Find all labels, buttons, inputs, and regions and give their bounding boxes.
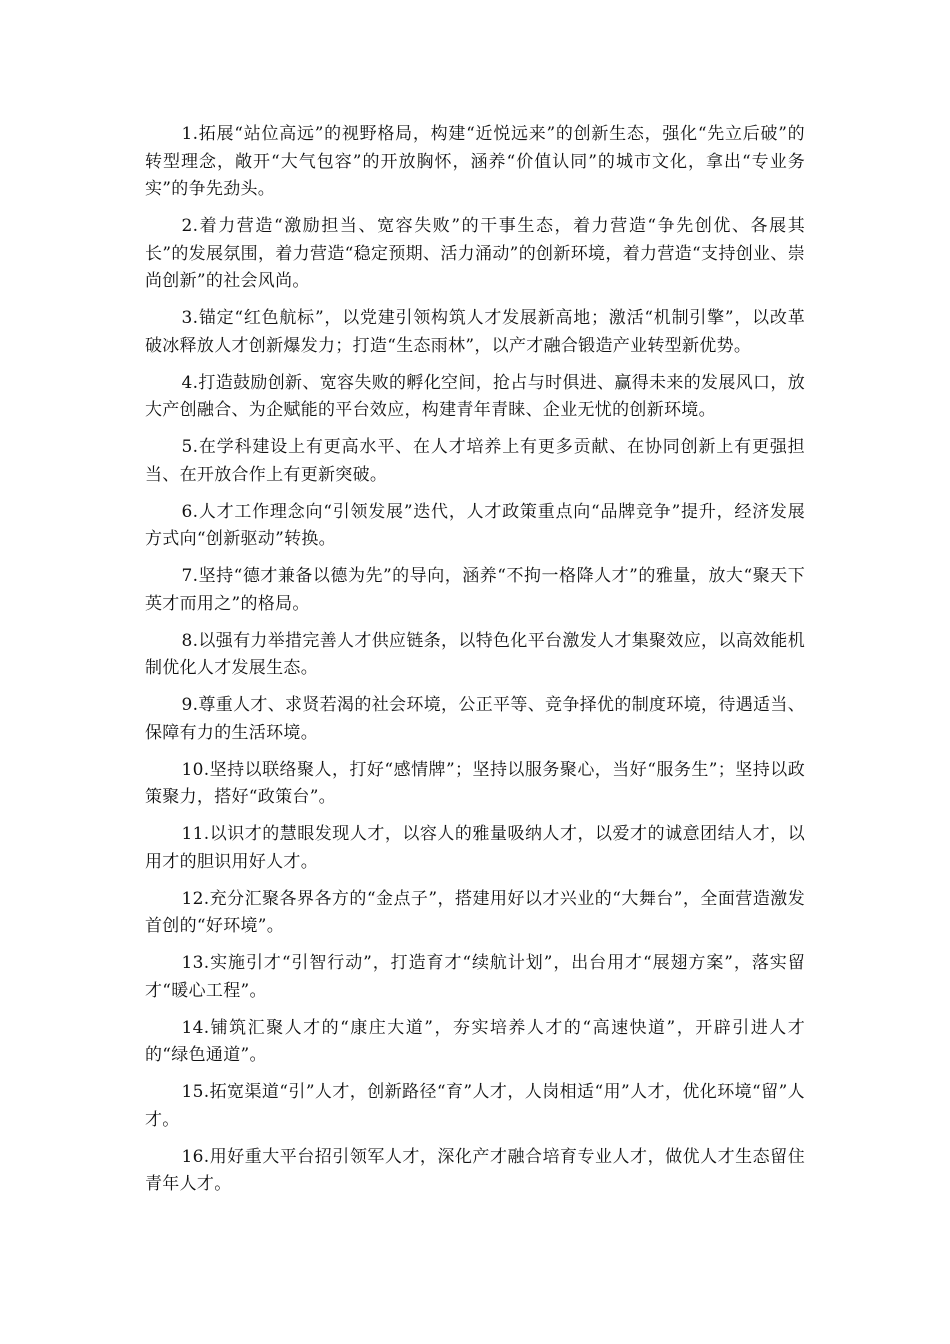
- paragraph-12: 12.充分汇聚各界各方的“金点子”，搭建用好以才兴业的“大舞台”，全面营造激发首创的“好环境”。: [145, 888, 805, 936]
- paragraph-5: 5.在学科建设上有更高水平、在人才培养上有更多贡献、在协同创新上有更强担当、在开放合作上有更新突破。: [145, 437, 805, 485]
- paragraph-13: 13.实施引才“引智行动”，打造育才“续航计划”，出台用才“展翅方案”，落实留才“暖心工程”。: [145, 953, 805, 1001]
- paragraph-4: 4.打造鼓励创新、宽容失败的孵化空间，抢占与时俱进、赢得未来的发展风口，放大产创融合、为企赋能的平台效应，构建青年青睐、企业无忧的创新环境。: [145, 372, 805, 420]
- paragraph-6: 6.人才工作理念向“引领发展”迭代，人才政策重点向“品牌竞争”提升，经济发展方式向“创新驱动”转换。: [145, 501, 805, 549]
- paragraph-16: 16.用好重大平台招引领军人才，深化产才融合培育专业人才，做优人才生态留住青年人才。: [145, 1146, 805, 1194]
- paragraph-8: 8.以强有力举措完善人才供应链条，以特色化平台激发人才集聚效应，以高效能机制优化人才发展生态。: [145, 630, 805, 678]
- paragraph-2: 2.着力营造“激励担当、宽容失败”的干事生态，着力营造“争先创优、各展其长”的发展氛围，着力营造“稳定预期、活力涌动”的创新环境，着力营造“支持创业、崇尚创新”的社会风尚。: [145, 216, 805, 291]
- paragraph-7: 7.坚持“德才兼备以德为先”的导向，涵养“不拘一格降人才”的雅量，放大“聚天下英才而用之”的格局。: [145, 566, 805, 614]
- paragraph-15: 15.拓宽渠道“引”人才，创新路径“育”人才，人岗相适“用”人才，优化环境“留”人才。: [145, 1082, 805, 1130]
- paragraph-1: 1.拓展“站位高远”的视野格局，构建“近悦远来”的创新生态，强化“先立后破”的转型理念，敞开“大气包容”的开放胸怀，涵养“价值认同”的城市文化，拿出“专业务实”的争先劲头。: [145, 124, 805, 199]
- paragraph-14: 14.铺筑汇聚人才的“康庄大道”，夯实培养人才的“高速快道”，开辟引进人才的“绿色通道”。: [145, 1017, 805, 1065]
- paragraph-3: 3.锚定“红色航标”，以党建引领构筑人才发展新高地；激活“机制引擎”，以改革破冰释放人才创新爆发力；打造“生态雨林”，以产才融合锻造产业转型新优势。: [145, 308, 805, 356]
- paragraph-11: 11.以识才的慧眼发现人才，以容人的雅量吸纳人才，以爱才的诚意团结人才，以用才的胆识用好人才。: [145, 824, 805, 872]
- paragraph-10: 10.坚持以联络聚人，打好“感情牌”；坚持以服务聚心，当好“服务生”；坚持以政策聚力，搭好“政策台”。: [145, 759, 805, 807]
- document-body: [145, 121, 805, 1208]
- paragraph-9: 9.尊重人才、求贤若渴的社会环境，公正平等、竞争择优的制度环境，待遇适当、保障有力的生活环境。: [145, 695, 805, 743]
